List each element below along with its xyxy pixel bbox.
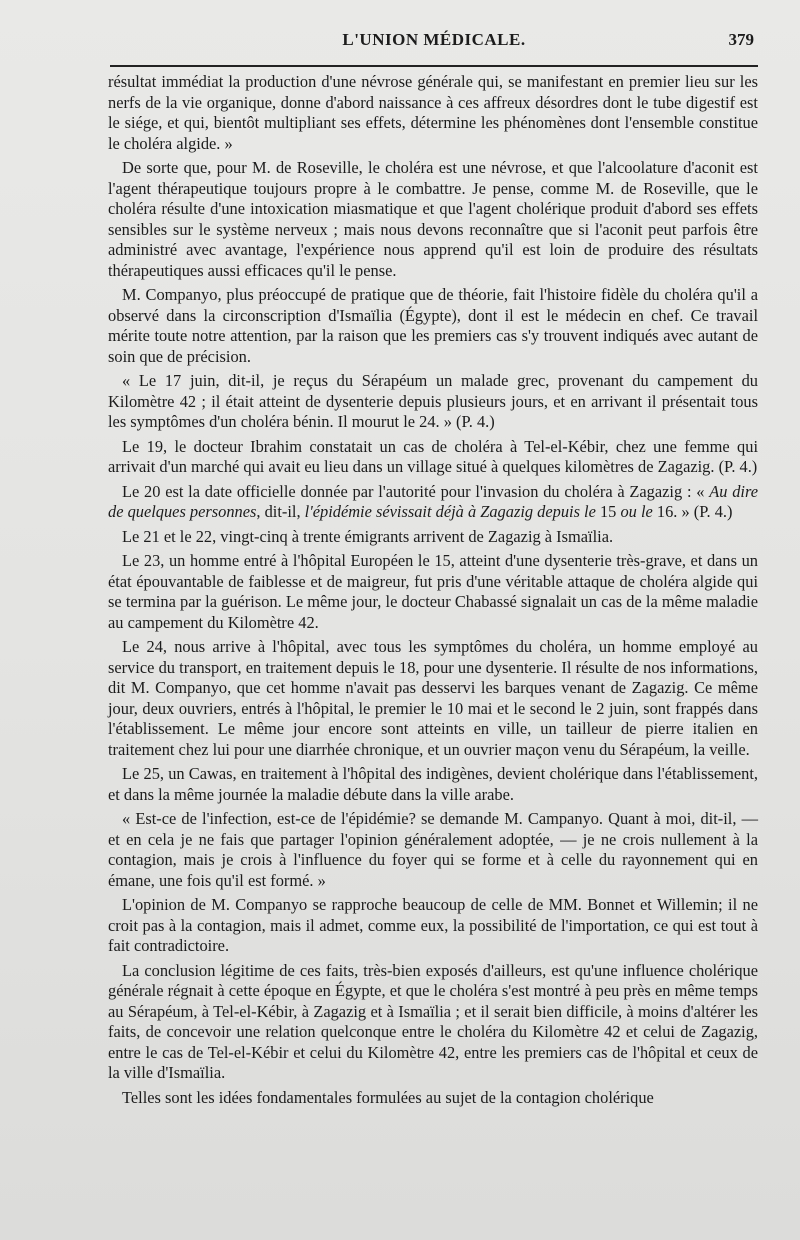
header-rule <box>110 65 758 67</box>
paragraph-19: Le 19, le docteur Ibrahim constatait un cas de choléra à Tel-el-Kébir, chez une femme qui arrivait d'un marché qui avait eu lieu dans un village situé à quelques kilomètres de Zagazig. (P. 4.) <box>108 436 758 476</box>
running-header <box>110 22 758 52</box>
paragraph-20-italic-3: ou le <box>620 502 653 521</box>
paragraph-conclusion: La conclusion légitime de ces faits, très-bien exposés d'ailleurs, est qu'une influence cholérique générale régnait à cette époque en Égypte, et que le choléra s'est montré à peu près en même temps au Sérapéum, à Tel-el-Kébir, à Zagazig et à Ismaïlia ; et il serait bien difficile, à moins d'altérer les faits, de concevoir une relation quelconque entre le choléra du Kilomètre 42 et celui de Zagazig, entre le cas de Tel-el-Kébir et celui du Kilomètre 42, entre les premiers cas de l'hôpital et ceux de la ville d'Ismaïlia. <box>108 960 758 1082</box>
paragraph-17-juin: « Le 17 juin, dit-il, je reçus du Sérapéum un malade grec, provenant du campement du Kilomètre 42 ; il était atteint de dysenterie depuis plusieurs jours, et en arrivant il présentait tous les symptômes d'un choléra bénin. Il mourut le 24. » (P. 4.) <box>108 371 758 431</box>
paragraph-20-after: 15 <box>595 502 621 521</box>
paragraph-companyo: M. Companyo, plus préoccupé de pratique que de théorie, fait l'histoire fidèle du choléra qu'il a observé dans la circonscription d'Ismaïlia (Égypte), dont il est le médecin en chef. Ce travail mérite toute notre attention, par la raison que les premiers cas s'y trouvent indiqués avec autant de soin que de précision. <box>108 285 758 366</box>
body-text <box>108 72 758 1108</box>
paragraph-quote-infection: « Est-ce de l'infection, est-ce de l'épidémie? se demande M. Campanyo. Quant à moi, dit-il, — et en cela je ne fais que partager l'opinion généralement adoptée, — je ne crois nullement à la contagion, mais je crois à l'influence du foyer qui se forme et à celle du rayonnement qui en émane, une fois qu'il est formé. » <box>108 809 758 890</box>
running-title: L'UNION MÉDICALE. <box>342 30 526 49</box>
paragraph-20-italic-1: Au dire de quelques personnes <box>108 481 759 521</box>
paragraph-23: Le 23, un homme entré à l'hôpital Européen le 15, atteint d'une dysenterie très-grave, et dans un état épouvantable de faiblesse et de maigreur, fut pris d'une véritable attaque de choléra algide qui se termina par la guérison. Le même jour, le docteur Chabassé signalait un cas de la même maladie au campement du Kilomètre 42. <box>108 551 758 632</box>
paragraph-20-middle: , dit-il, <box>256 502 305 521</box>
paragraph-21-22: Le 21 et le 22, vingt-cinq à trente émigrants arrivent de Zagazig à Ismaïlia. <box>122 526 614 546</box>
page-number: 379 <box>728 30 754 49</box>
paragraph-24: Le 24, nous arrive à l'hôpital, avec tous les symptômes du choléra, un homme employé au service du transport, en traitement depuis le 18, pour une dysenterie. Il résulte de nos informations, dit M. Companyo, que cet homme n'avait pas desservi les barques venant de Zagazig. Ce même jour, deux ouvriers, entrés à l'hôpital, le premier le 10 mai et le second le 2 juin, sont frappés dans l'établissement. Le même jour encore sont atteints en ville, un tailleur de pierre italien en traitement chez lui pour une diarrhée chronique, et un ouvrier maçon venu du Sérapéum, la veille. <box>108 637 758 759</box>
paragraph-20-end: 16. » (P. 4.) <box>652 502 733 521</box>
paragraph-continuation: résultat immédiat la production d'une névrose générale qui, se manifestant en premier lieu sur les nerfs de la vie organique, donne d'abord naissance à ces affreux désordres dont le tube digestif est le siége, et qui, bientôt multipliant ses effets, détermine les phénomènes dont l'ensemble constitue le choléra algide. » <box>108 72 758 153</box>
paragraph-20 <box>108 482 758 523</box>
paragraph-20-before: Le 20 est la date officielle donnée par l'autorité pour l'invasion du choléra à Zagazig : « <box>122 481 710 501</box>
paragraph-final: Telles sont les idées fondamentales formulées au sujet de la contagion cholérique <box>122 1087 654 1107</box>
paragraph-roseville: De sorte que, pour M. de Roseville, le choléra est une névrose, et que l'alcoolature d'aconit est l'agent thérapeutique toujours propre à le combattre. Je pense, comme M. de Roseville, que le choléra résulte d'une intoxication miasmatique et que l'agent cholérique produit d'abord ses effets sensibles sur le système nerveux ; mais nous devons reconnaître que si l'aconit peut parfois être administré avec avantage, l'expérience nous apprend qu'il est loin de produire des résultats thérapeutiques aussi efficaces qu'il le pense. <box>108 158 758 280</box>
paragraph-20-italic-2: l'épidémie sévissait déjà à Zagazig depuis le <box>304 502 596 521</box>
paragraph-25: Le 25, un Cawas, en traitement à l'hôpital des indigènes, devient cholérique dans l'établissement, et dans la même journée la maladie débute dans la ville arabe. <box>108 764 758 804</box>
paragraph-opinion: L'opinion de M. Companyo se rapproche beaucoup de celle de MM. Bonnet et Willemin; il ne croit pas à la contagion, mais il admet, comme eux, la possibilité de l'importation, ce qui est tout à fait contradictoire. <box>108 895 758 955</box>
